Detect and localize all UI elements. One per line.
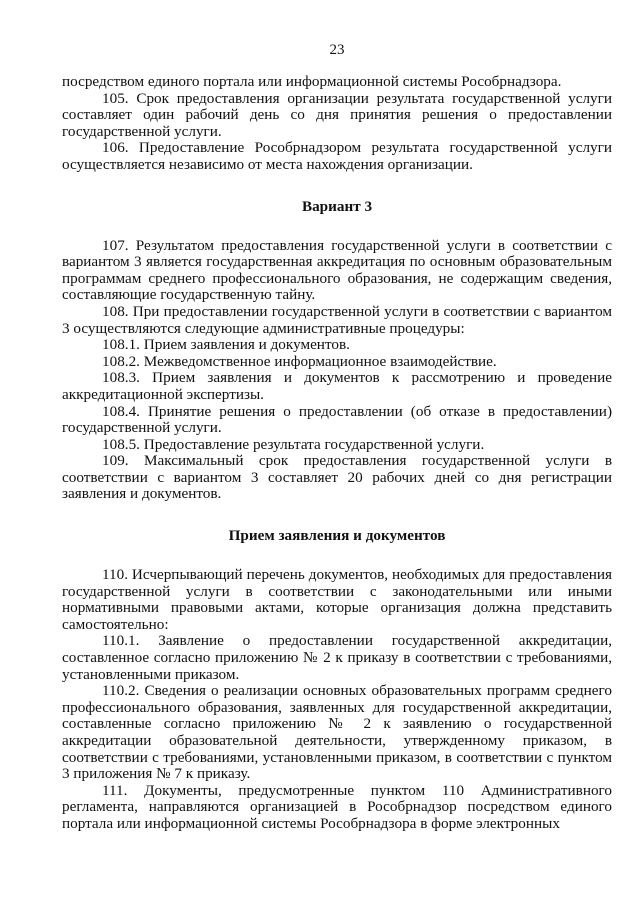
paragraph: 111. Документы, предусмотренные пунктом 110 Административного регламента, направляются организацией в Рособрнадзор посредством единого портала или информационной системы Рособрнадзора в форме электронных [62,781,612,832]
page-number: 23 [329,42,345,58]
paragraph: 108.4. Принятие решения о предоставлении (об отказе в предоставлении) государственной услуги. [62,402,612,437]
paragraph: 110.1. Заявление о предоставлении государственной аккредитации, составленное согласно приложению № 2 к приказу в соответствии с требованиями, установленными приказом. [62,632,612,683]
section-reception [62,567,612,833]
section-variant [62,238,612,504]
paragraph: 110.2. Сведения о реализации основных образовательных программ среднего профессионального образования, заявленных для государственной аккредитации, составленные согласно приложению № 2 к заявлению о государственной аккредитации образовательной деятельности, утвержденному приказом, в соответствии с требованиями, установленными приказом, в соответствии с пунктом 3 приложения № 7 к приказу. [62,682,612,783]
paragraph: 108.1. Прием заявления и документов. [102,336,350,354]
paragraph: 109. Максимальный срок предоставления государственной услуги в соответствии с вариантом 3 составляет 20 рабочих дней со дня регистрации заявления и документов. [62,452,612,503]
paragraph: 110. Исчерпывающий перечень документов, необходимых для предоставления государственной услуги в соответствии с законодательными или иными нормативными правовыми актами, которые организация должна представить самостоятельно: [62,566,612,633]
paragraph: 108.3. Прием заявления и документов к рассмотрению и проведение аккредитационной экспертизы. [62,369,612,403]
paragraph: 106. Предоставление Рособрнадзором результата государственной услуги осуществляется независимо от места нахождения организации. [62,139,612,173]
section-heading-variant: Вариант 3 [301,197,373,215]
paragraph: 108.5. Предоставление результата государственной услуги. [102,435,485,453]
paragraph: 105. Срок предоставления организации результата государственной услуги составляет один рабочий день со дня принятия решения о предоставлении государственной услуги. [62,89,612,140]
paragraph: посредством единого портала или информационной системы Рособрнадзора. [62,73,562,90]
paragraph: 108.2. Межведомственное информационное взаимодействие. [102,352,497,370]
section-heading-reception: Прием заявления и документов [228,527,446,545]
paragraph: 107. Результатом предоставления государственной услуги в соответствии с вариантом 3 является государственная аккредитация по основным образовательным программам среднего профессионального образования, не содержащим сведения, составляющие государственную тайну. [62,236,612,304]
paragraph: 108. При предоставлении государственной услуги в соответствии с вариантом 3 осуществляются следующие административные процедуры: [62,302,612,337]
section-intro [62,74,612,174]
